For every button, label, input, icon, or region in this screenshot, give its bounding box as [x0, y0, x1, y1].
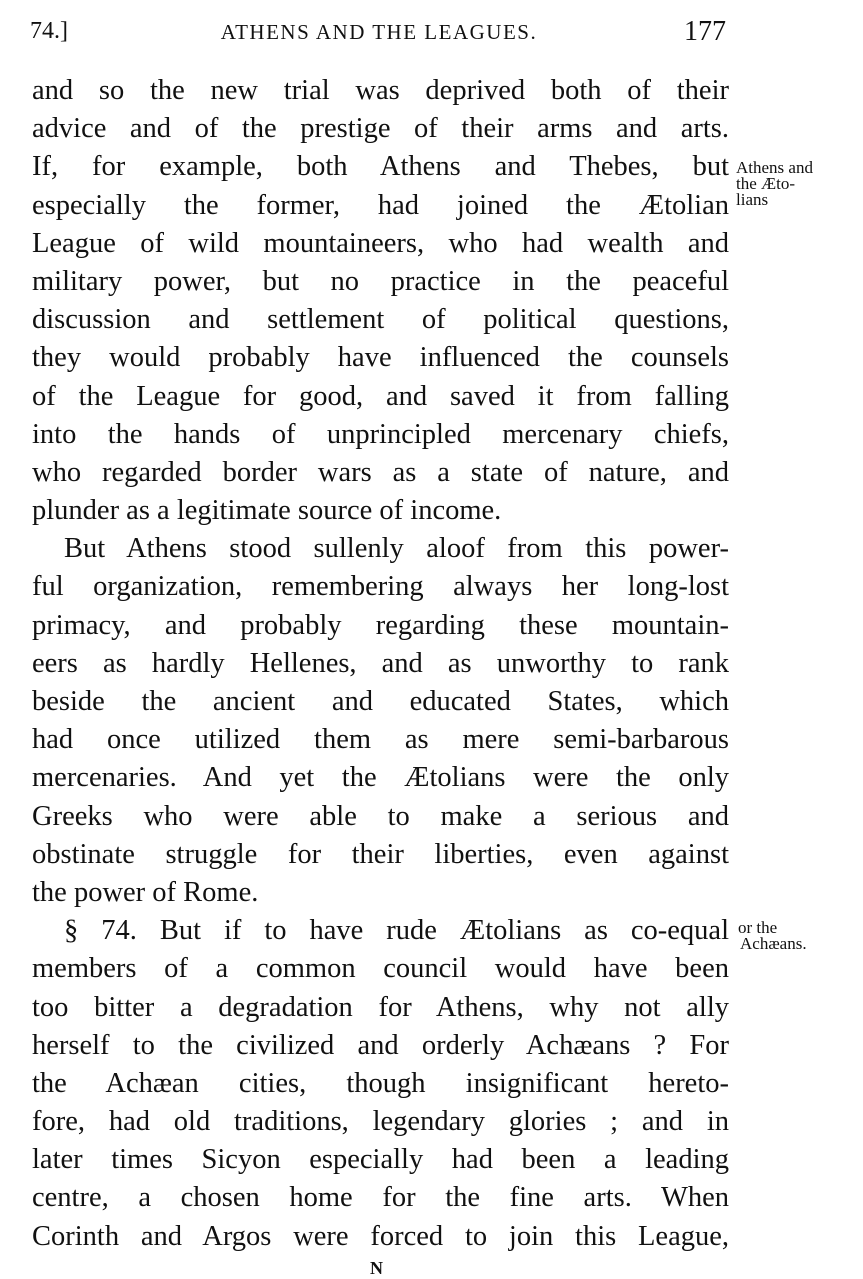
text-line: members of a common council would have been	[32, 953, 729, 985]
margin-note-line: Athens and	[736, 158, 813, 177]
text-line: Greeks who were able to make a serious and	[32, 800, 729, 832]
text-line: But Athens stood sullenly aloof from this power-	[64, 533, 729, 565]
text-line: had once utilized them as mere semi-barbarous	[32, 724, 729, 756]
text-line: of the League for good, and saved it from falling	[32, 380, 729, 412]
text-line: military power, but no practice in the peaceful	[32, 265, 729, 297]
text-line: they would probably have influenced the counsels	[32, 342, 729, 374]
margin-note-aetolians	[736, 160, 813, 208]
text-line: primacy, and probably regarding these mountain-	[32, 609, 729, 641]
text-line: too bitter a degradation for Athens, why not ally	[32, 991, 729, 1023]
text-line: centre, a chosen home for the fine arts. When	[32, 1182, 729, 1214]
page-number: 177	[684, 16, 726, 47]
margin-note-line: the Æto-	[736, 174, 796, 193]
text-line: the power of Rome.	[32, 876, 259, 908]
text-line: Corinth and Argos were forced to join this League,	[32, 1220, 729, 1252]
text-line: ful organization, remembering always her long-lost	[32, 571, 729, 603]
text-line: League of wild mountaineers, who had wealth and	[32, 227, 729, 259]
text-line: advice and of the prestige of their arms and arts.	[32, 113, 729, 145]
text-line: obstinate struggle for their liberties, even against	[32, 838, 729, 870]
text-line: herself to the civilized and orderly Achæans ? For	[32, 1029, 729, 1061]
text-line: who regarded border wars as a state of nature, and	[32, 456, 729, 488]
text-line: eers as hardly Hellenes, and as unworthy to rank	[32, 647, 729, 679]
margin-note-line: lians	[736, 190, 769, 209]
text-line: discussion and settlement of political questions,	[32, 304, 729, 336]
text-line: fore, had old traditions, legendary glories ; and in	[32, 1106, 729, 1138]
margin-note-line: or the	[738, 918, 778, 937]
running-title: ATHENS AND THE LEAGUES.	[220, 20, 538, 44]
text-line: beside the ancient and educated States, which	[32, 686, 729, 717]
signature-mark: N	[370, 1258, 384, 1278]
main-text	[32, 72, 729, 1256]
text-line: mercenaries. And yet the Ætolians were the only	[32, 762, 729, 794]
margin-note-achaeans	[738, 920, 807, 952]
text-line: the Achæan cities, though insignificant hereto-	[32, 1067, 729, 1099]
section-reference: 74.]	[30, 18, 68, 44]
text-line: If, for example, both Athens and Thebes, but	[32, 151, 729, 183]
text-line: § 74. But if to have rude Ætolians as co-equal	[64, 915, 729, 947]
text-line: plunder as a legitimate source of income.	[32, 495, 502, 527]
page-header	[30, 14, 728, 50]
text-line: into the hands of unprincipled mercenary chiefs,	[32, 418, 729, 450]
text-line: later times Sicyon especially had been a leading	[32, 1144, 729, 1176]
text-line: and so the new trial was deprived both of their	[32, 75, 729, 106]
text-line: especially the former, had joined the Ætolian	[32, 189, 729, 221]
margin-note-line: Achæans.	[740, 934, 807, 953]
